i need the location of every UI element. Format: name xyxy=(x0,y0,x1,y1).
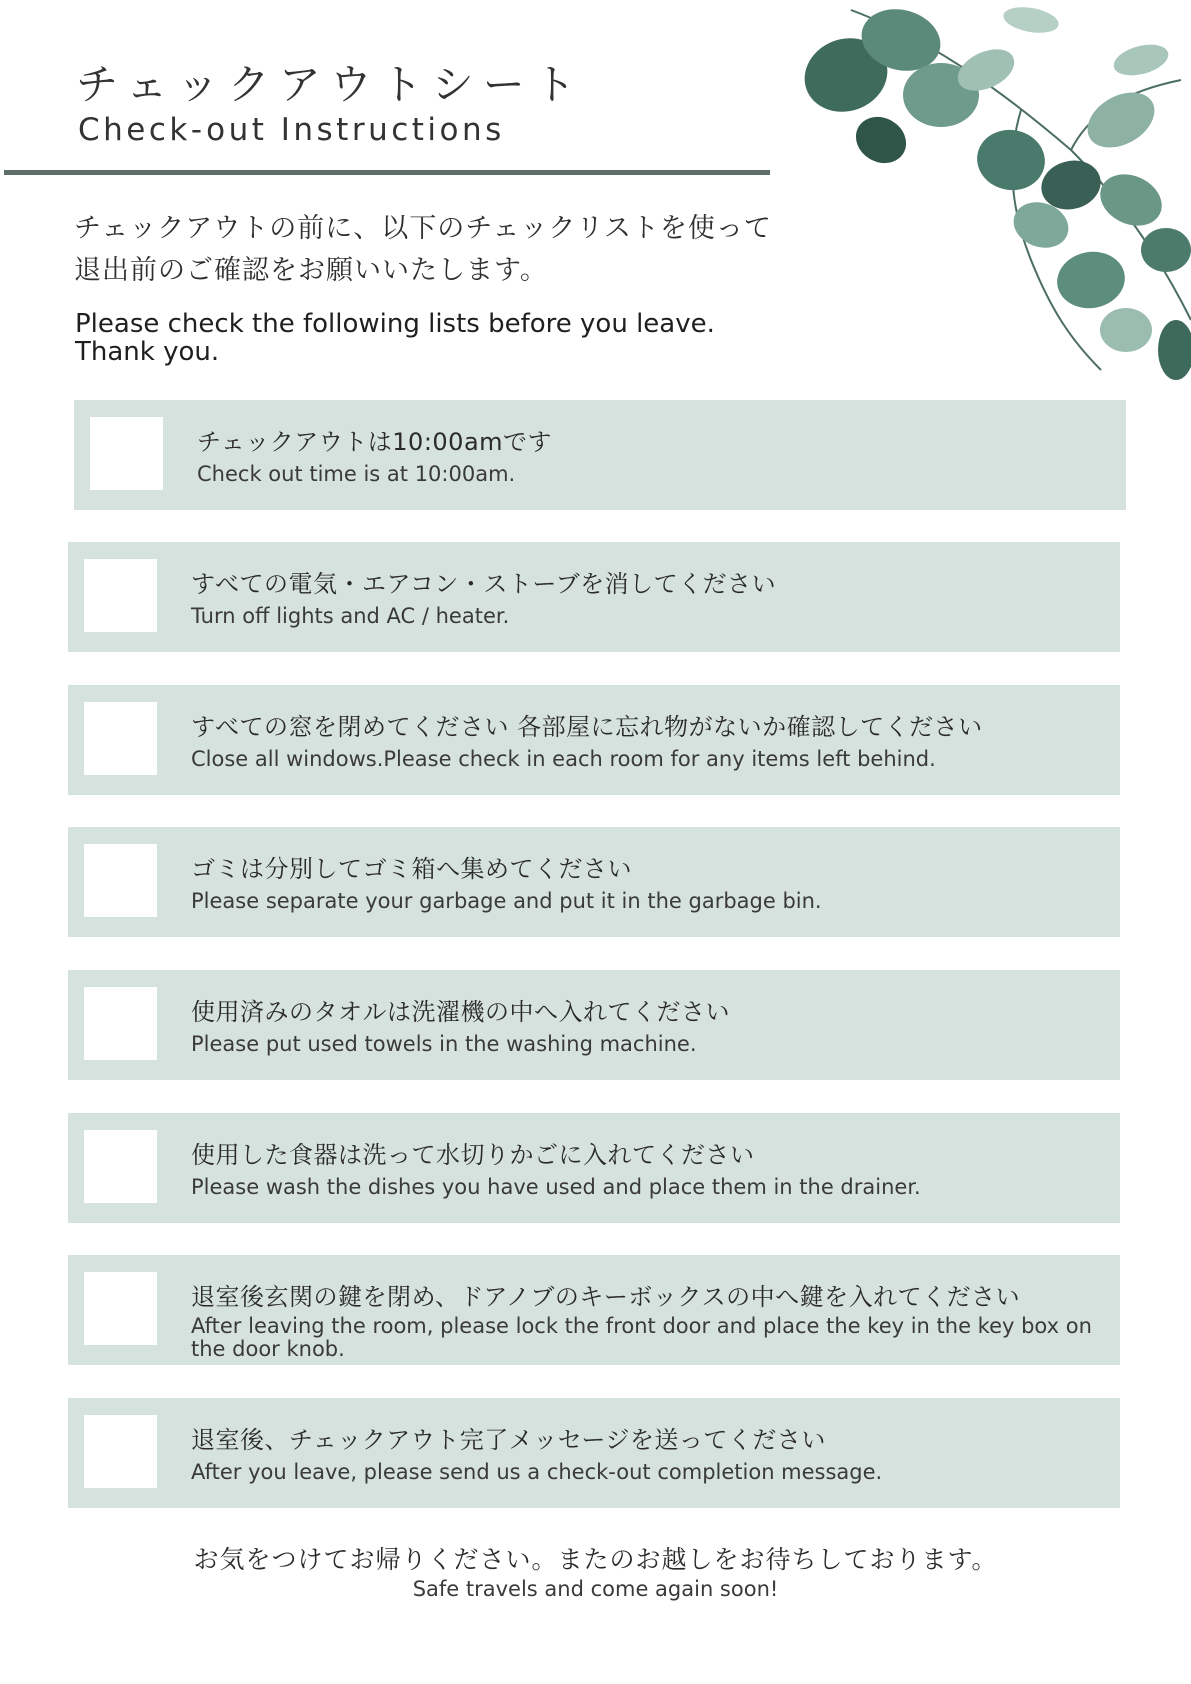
eucalyptus-decoration xyxy=(771,0,1191,400)
closing-message-en: Safe travels and come again soon! xyxy=(412,1577,779,1601)
checklist-item xyxy=(74,400,1126,510)
checklist-item-en: Please put used towels in the washing machine. xyxy=(191,1032,697,1056)
title-divider xyxy=(4,170,770,175)
checklist-item-en: Close all windows.Please check in each room for any items left behind. xyxy=(191,747,936,771)
checklist-checkbox[interactable] xyxy=(84,702,157,775)
checklist-item-ja: 退室後、チェックアウト完了メッセージを送ってください xyxy=(191,1426,826,1454)
intro-en-line-2: Thank you. xyxy=(75,337,220,367)
checklist-item-ja: ゴミは分別してゴミ箱へ集めてください xyxy=(191,855,632,883)
closing-message-ja: お気をつけてお帰りください。またのお越しをお待ちしております。 xyxy=(193,1545,998,1574)
checklist-item-en: After you leave, please send us a check-out completion message. xyxy=(191,1460,883,1484)
checklist-item-ja: すべての窓を閉めてください 各部屋に忘れ物がないか確認してください xyxy=(191,713,983,741)
checklist-item-en: Turn off lights and AC / heater. xyxy=(191,604,510,628)
checklist-item-en: Check out time is at 10:00am. xyxy=(197,462,516,486)
checklist-item-en: Please separate your garbage and put it in the garbage bin. xyxy=(191,889,822,913)
checklist-item-ja: すべての電気・エアコン・ストーブを消してください xyxy=(191,570,777,598)
intro-ja-line-1: チェックアウトの前に、以下のチェックリストを使って xyxy=(74,213,772,244)
checklist-item-ja: 退室後玄関の鍵を閉め、ドアノブのキーボックスの中へ鍵を入れてください xyxy=(191,1283,1021,1311)
checklist-item xyxy=(68,685,1120,795)
checklist-item-en: After leaving the room, please lock the front door and place the key in the key box on the door knob. xyxy=(191,1314,1092,1361)
page-title-en: Check-out Instructions xyxy=(78,112,505,148)
intro-ja-line-2: 退出前のご確認をお願いいたします。 xyxy=(74,255,548,286)
intro-english xyxy=(75,310,715,366)
checklist-item xyxy=(68,970,1120,1080)
checklist-checkbox[interactable] xyxy=(84,844,157,917)
checklist-checkbox[interactable] xyxy=(84,1415,157,1488)
checklist-item-ja: 使用した食器は洗って水切りかごに入れてください xyxy=(191,1141,755,1169)
checklist-item xyxy=(68,542,1120,652)
checklist-item xyxy=(68,1255,1120,1365)
checklist-item xyxy=(68,1113,1120,1223)
checklist-checkbox[interactable] xyxy=(90,417,163,490)
checklist-checkbox[interactable] xyxy=(84,1272,157,1345)
intro-en-line-1: Please check the following lists before you leave. xyxy=(75,309,715,339)
checklist-item-ja: 使用済みのタオルは洗濯機の中へ入れてください xyxy=(191,998,730,1026)
checklist-item-ja: チェックアウトは10:00amです xyxy=(197,428,553,456)
checklist-checkbox[interactable] xyxy=(84,559,157,632)
checklist-item xyxy=(68,1398,1120,1508)
checklist-item-en: Please wash the dishes you have used and place them in the drainer. xyxy=(191,1175,921,1199)
checklist-checkbox[interactable] xyxy=(84,1130,157,1203)
checklist-checkbox[interactable] xyxy=(84,987,157,1060)
intro-japanese xyxy=(74,208,772,292)
checklist-item xyxy=(68,827,1120,937)
page-title-ja: チェックアウトシート xyxy=(76,60,585,109)
